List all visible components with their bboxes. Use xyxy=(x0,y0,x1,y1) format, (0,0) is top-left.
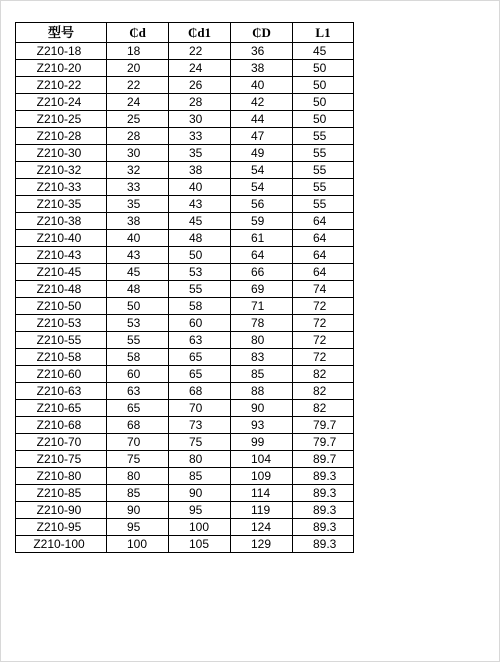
cell-d1: 55 xyxy=(169,281,231,298)
cell-d: 25 xyxy=(107,111,169,128)
cell-d1: 43 xyxy=(169,196,231,213)
cell-l1: 82 xyxy=(293,383,354,400)
cell-D: 59 xyxy=(231,213,293,230)
cell-d1: 90 xyxy=(169,485,231,502)
cell-model: Z210-20 xyxy=(16,60,107,77)
cell-d: 30 xyxy=(107,145,169,162)
cell-d1: 28 xyxy=(169,94,231,111)
cell-d: 24 xyxy=(107,94,169,111)
cell-model: Z210-28 xyxy=(16,128,107,145)
cell-d1: 30 xyxy=(169,111,231,128)
cell-D: 47 xyxy=(231,128,293,145)
cell-d: 70 xyxy=(107,434,169,451)
cell-l1: 64 xyxy=(293,213,354,230)
cell-l1: 89.3 xyxy=(293,468,354,485)
table-row xyxy=(16,247,354,264)
cell-d: 65 xyxy=(107,400,169,417)
cell-model: Z210-90 xyxy=(16,502,107,519)
cell-D: 124 xyxy=(231,519,293,536)
header-model: 型号 xyxy=(16,23,107,43)
cell-model: Z210-80 xyxy=(16,468,107,485)
cell-D: 114 xyxy=(231,485,293,502)
cell-l1: 89.3 xyxy=(293,485,354,502)
table-row xyxy=(16,451,354,468)
cell-l1: 64 xyxy=(293,264,354,281)
table-row xyxy=(16,264,354,281)
cell-d: 45 xyxy=(107,264,169,281)
cell-l1: 64 xyxy=(293,247,354,264)
cell-d1: 53 xyxy=(169,264,231,281)
cell-D: 99 xyxy=(231,434,293,451)
cell-model: Z210-60 xyxy=(16,366,107,383)
cell-d: 22 xyxy=(107,77,169,94)
cell-model: Z210-32 xyxy=(16,162,107,179)
cell-D: 64 xyxy=(231,247,293,264)
cell-model: Z210-25 xyxy=(16,111,107,128)
cell-d1: 85 xyxy=(169,468,231,485)
cell-d1: 24 xyxy=(169,60,231,77)
table-row xyxy=(16,315,354,332)
cell-d1: 73 xyxy=(169,417,231,434)
cell-l1: 55 xyxy=(293,179,354,196)
cell-D: 104 xyxy=(231,451,293,468)
cell-D: 61 xyxy=(231,230,293,247)
cell-D: 54 xyxy=(231,179,293,196)
cell-l1: 55 xyxy=(293,145,354,162)
cell-d1: 70 xyxy=(169,400,231,417)
cell-model: Z210-68 xyxy=(16,417,107,434)
cell-model: Z210-75 xyxy=(16,451,107,468)
cell-d: 63 xyxy=(107,383,169,400)
table-row xyxy=(16,94,354,111)
cell-l1: 72 xyxy=(293,332,354,349)
table-row xyxy=(16,145,354,162)
cell-D: 78 xyxy=(231,315,293,332)
table-row xyxy=(16,502,354,519)
cell-l1: 50 xyxy=(293,77,354,94)
table-row xyxy=(16,230,354,247)
table-row xyxy=(16,349,354,366)
cell-model: Z210-22 xyxy=(16,77,107,94)
cell-D: 49 xyxy=(231,145,293,162)
table-row xyxy=(16,536,354,553)
cell-d1: 38 xyxy=(169,162,231,179)
cell-l1: 55 xyxy=(293,128,354,145)
cell-l1: 55 xyxy=(293,196,354,213)
cell-d: 50 xyxy=(107,298,169,315)
cell-d: 75 xyxy=(107,451,169,468)
table-row xyxy=(16,417,354,434)
cell-D: 40 xyxy=(231,77,293,94)
cell-l1: 79.7 xyxy=(293,434,354,451)
cell-l1: 82 xyxy=(293,400,354,417)
cell-model: Z210-100 xyxy=(16,536,107,553)
cell-l1: 72 xyxy=(293,349,354,366)
table-row xyxy=(16,366,354,383)
cell-d1: 68 xyxy=(169,383,231,400)
cell-d1: 22 xyxy=(169,43,231,60)
cell-model: Z210-30 xyxy=(16,145,107,162)
cell-d: 55 xyxy=(107,332,169,349)
cell-D: 66 xyxy=(231,264,293,281)
cell-D: 69 xyxy=(231,281,293,298)
cell-d: 48 xyxy=(107,281,169,298)
table-row xyxy=(16,332,354,349)
cell-l1: 89.7 xyxy=(293,451,354,468)
cell-d: 90 xyxy=(107,502,169,519)
cell-model: Z210-58 xyxy=(16,349,107,366)
cell-d1: 58 xyxy=(169,298,231,315)
cell-model: Z210-18 xyxy=(16,43,107,60)
cell-d1: 35 xyxy=(169,145,231,162)
cell-d: 18 xyxy=(107,43,169,60)
cell-l1: 82 xyxy=(293,366,354,383)
cell-d: 85 xyxy=(107,485,169,502)
cell-D: 83 xyxy=(231,349,293,366)
cell-model: Z210-55 xyxy=(16,332,107,349)
header-length-l1: L1 xyxy=(293,23,354,43)
cell-D: 90 xyxy=(231,400,293,417)
cell-D: 119 xyxy=(231,502,293,519)
cell-d1: 65 xyxy=(169,349,231,366)
cell-d1: 75 xyxy=(169,434,231,451)
table-row xyxy=(16,111,354,128)
cell-l1: 64 xyxy=(293,230,354,247)
table-row xyxy=(16,60,354,77)
cell-d1: 100 xyxy=(169,519,231,536)
cell-D: 93 xyxy=(231,417,293,434)
cell-D: 88 xyxy=(231,383,293,400)
cell-model: Z210-63 xyxy=(16,383,107,400)
cell-model: Z210-53 xyxy=(16,315,107,332)
cell-D: 36 xyxy=(231,43,293,60)
cell-d: 32 xyxy=(107,162,169,179)
cell-d1: 60 xyxy=(169,315,231,332)
cell-d: 35 xyxy=(107,196,169,213)
table-row xyxy=(16,485,354,502)
table-row xyxy=(16,213,354,230)
cell-D: 38 xyxy=(231,60,293,77)
cell-d: 95 xyxy=(107,519,169,536)
header-outer-diameter: ₵D xyxy=(231,23,293,43)
cell-l1: 89.3 xyxy=(293,519,354,536)
cell-l1: 89.3 xyxy=(293,536,354,553)
cell-D: 109 xyxy=(231,468,293,485)
cell-model: Z210-45 xyxy=(16,264,107,281)
cell-d: 100 xyxy=(107,536,169,553)
cell-d1: 95 xyxy=(169,502,231,519)
cell-d1: 45 xyxy=(169,213,231,230)
cell-l1: 74 xyxy=(293,281,354,298)
cell-l1: 72 xyxy=(293,298,354,315)
cell-D: 44 xyxy=(231,111,293,128)
cell-model: Z210-65 xyxy=(16,400,107,417)
cell-d: 60 xyxy=(107,366,169,383)
table-row xyxy=(16,196,354,213)
cell-D: 56 xyxy=(231,196,293,213)
cell-model: Z210-50 xyxy=(16,298,107,315)
cell-d: 43 xyxy=(107,247,169,264)
cell-D: 54 xyxy=(231,162,293,179)
cell-l1: 89.3 xyxy=(293,502,354,519)
cell-l1: 55 xyxy=(293,162,354,179)
cell-d1: 105 xyxy=(169,536,231,553)
cell-model: Z210-38 xyxy=(16,213,107,230)
header-inner-diameter: ₵d xyxy=(107,23,169,43)
table-row xyxy=(16,519,354,536)
table-row xyxy=(16,179,354,196)
cell-l1: 50 xyxy=(293,60,354,77)
cell-l1: 72 xyxy=(293,315,354,332)
cell-model: Z210-85 xyxy=(16,485,107,502)
table-row xyxy=(16,400,354,417)
cell-d: 28 xyxy=(107,128,169,145)
table-row xyxy=(16,162,354,179)
cell-model: Z210-43 xyxy=(16,247,107,264)
table-row xyxy=(16,383,354,400)
cell-model: Z210-48 xyxy=(16,281,107,298)
table-row xyxy=(16,43,354,60)
cell-model: Z210-70 xyxy=(16,434,107,451)
cell-d: 58 xyxy=(107,349,169,366)
cell-d: 80 xyxy=(107,468,169,485)
cell-model: Z210-33 xyxy=(16,179,107,196)
cell-d1: 33 xyxy=(169,128,231,145)
cell-l1: 45 xyxy=(293,43,354,60)
table-row xyxy=(16,468,354,485)
cell-d: 33 xyxy=(107,179,169,196)
cell-d1: 48 xyxy=(169,230,231,247)
cell-d: 68 xyxy=(107,417,169,434)
cell-d: 40 xyxy=(107,230,169,247)
cell-model: Z210-24 xyxy=(16,94,107,111)
cell-l1: 79.7 xyxy=(293,417,354,434)
table-row xyxy=(16,298,354,315)
cell-d: 20 xyxy=(107,60,169,77)
cell-model: Z210-40 xyxy=(16,230,107,247)
table-row xyxy=(16,77,354,94)
cell-d1: 40 xyxy=(169,179,231,196)
cell-D: 129 xyxy=(231,536,293,553)
cell-model: Z210-95 xyxy=(16,519,107,536)
dimension-table xyxy=(15,22,354,553)
cell-D: 85 xyxy=(231,366,293,383)
table-body xyxy=(16,43,354,553)
cell-d: 53 xyxy=(107,315,169,332)
table-row xyxy=(16,281,354,298)
cell-d1: 26 xyxy=(169,77,231,94)
table-row xyxy=(16,128,354,145)
header-diameter-d1: ₵d1 xyxy=(169,23,231,43)
cell-d1: 80 xyxy=(169,451,231,468)
table-row xyxy=(16,434,354,451)
cell-d1: 50 xyxy=(169,247,231,264)
cell-l1: 50 xyxy=(293,94,354,111)
cell-model: Z210-35 xyxy=(16,196,107,213)
table-header-row xyxy=(16,23,354,43)
cell-d1: 65 xyxy=(169,366,231,383)
cell-D: 80 xyxy=(231,332,293,349)
cell-d: 38 xyxy=(107,213,169,230)
cell-D: 42 xyxy=(231,94,293,111)
cell-D: 71 xyxy=(231,298,293,315)
cell-l1: 50 xyxy=(293,111,354,128)
cell-d1: 63 xyxy=(169,332,231,349)
